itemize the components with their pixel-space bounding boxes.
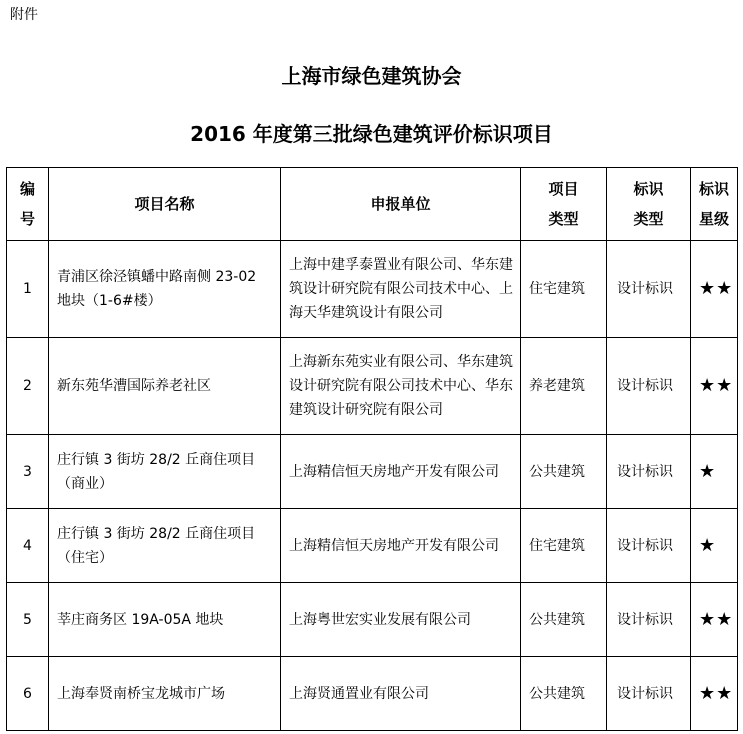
column-header-applicant: 申报单位 [281, 168, 521, 241]
project-type: 公共建筑 [521, 657, 607, 731]
table-row [7, 241, 738, 338]
project-type: 公共建筑 [521, 435, 607, 509]
label-type: 设计标识 [607, 241, 691, 338]
applicant-unit: 上海精信恒天房地产开发有限公司 [281, 435, 521, 509]
project-table [6, 167, 738, 731]
project-type: 住宅建筑 [521, 241, 607, 338]
row-number: 5 [7, 583, 49, 657]
project-type: 住宅建筑 [521, 509, 607, 583]
table-row [7, 657, 738, 731]
project-type: 养老建筑 [521, 338, 607, 435]
label-type: 设计标识 [607, 338, 691, 435]
star-rating: ★ [691, 435, 738, 509]
table-row [7, 338, 738, 435]
star-rating: ★★ [691, 657, 738, 731]
star-rating: ★★ [691, 583, 738, 657]
applicant-unit: 上海中建孚泰置业有限公司、华东建筑设计研究院有限公司技术中心、上海天华建筑设计有限公司 [281, 241, 521, 338]
project-name: 上海奉贤南桥宝龙城市广场 [49, 657, 281, 731]
project-name: 莘庄商务区 19A-05A 地块 [49, 583, 281, 657]
star-rating: ★★ [691, 338, 738, 435]
document-subtitle: 2016 年度第三批绿色建筑评价标识项目 [190, 122, 553, 146]
column-header-star-level: 标识 星级 [691, 168, 738, 241]
row-number: 2 [7, 338, 49, 435]
row-number: 4 [7, 509, 49, 583]
star-rating: ★ [691, 509, 738, 583]
document-title: 上海市绿色建筑协会 [281, 64, 462, 88]
applicant-unit: 上海贤通置业有限公司 [281, 657, 521, 731]
table-row [7, 583, 738, 657]
project-name: 新东苑华漕国际养老社区 [49, 338, 281, 435]
attachment-label: 附件 [10, 7, 38, 23]
column-header-project-type: 项目 类型 [521, 168, 607, 241]
row-number: 1 [7, 241, 49, 338]
label-type: 设计标识 [607, 583, 691, 657]
project-type: 公共建筑 [521, 583, 607, 657]
column-header-project-name: 项目名称 [49, 168, 281, 241]
star-rating: ★★ [691, 241, 738, 338]
row-number: 6 [7, 657, 49, 731]
label-type: 设计标识 [607, 509, 691, 583]
column-header-label-type: 标识 类型 [607, 168, 691, 241]
column-header-number: 编 号 [7, 168, 49, 241]
applicant-unit: 上海粤世宏实业发展有限公司 [281, 583, 521, 657]
project-name: 青浦区徐泾镇蟠中路南侧 23-02 地块（1-6#楼） [49, 241, 281, 338]
project-name: 庄行镇 3 街坊 28/2 丘商住项目（商业） [49, 435, 281, 509]
table-row [7, 509, 738, 583]
label-type: 设计标识 [607, 657, 691, 731]
applicant-unit: 上海新东苑实业有限公司、华东建筑设计研究院有限公司技术中心、华东建筑设计研究院有限公司 [281, 338, 521, 435]
applicant-unit: 上海精信恒天房地产开发有限公司 [281, 509, 521, 583]
row-number: 3 [7, 435, 49, 509]
project-name: 庄行镇 3 街坊 28/2 丘商住项目（住宅） [49, 509, 281, 583]
label-type: 设计标识 [607, 435, 691, 509]
table-row [7, 435, 738, 509]
table-header-row [7, 168, 738, 241]
